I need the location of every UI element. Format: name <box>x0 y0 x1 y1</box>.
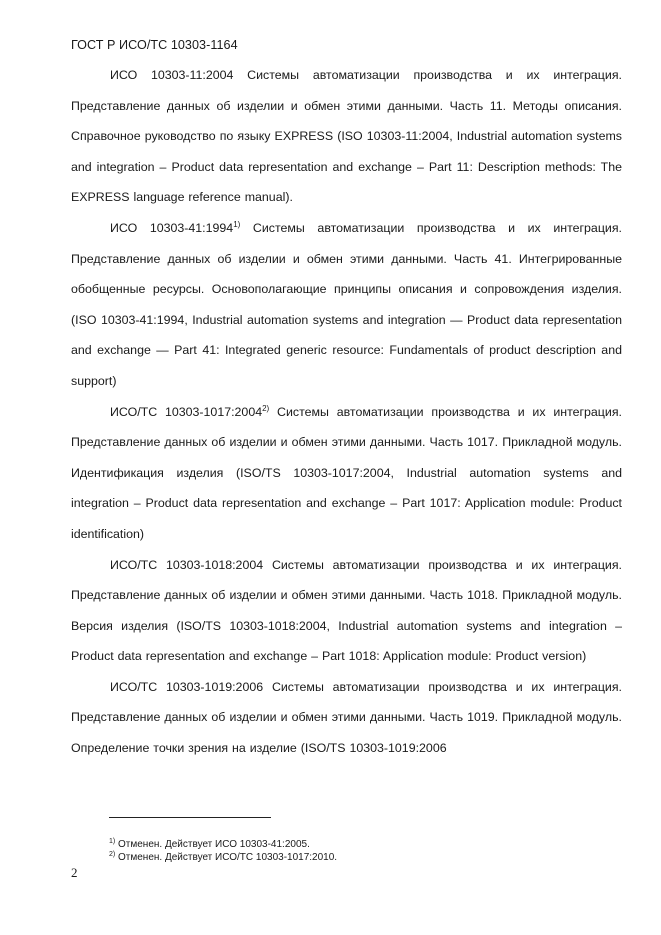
footnote-marker: 1) <box>109 838 116 845</box>
footnote-divider <box>109 817 271 818</box>
footnote <box>109 838 337 851</box>
reference-code: ИСО/ТС 10303-1018:2004 <box>110 557 264 572</box>
page-number: 2 <box>71 865 78 880</box>
reference-code: ИСО/ТС 10303-1019:2006 <box>110 679 264 694</box>
reference-item <box>71 213 622 397</box>
references-list <box>71 60 622 764</box>
footnote-marker: 2) <box>109 851 116 858</box>
footnote-marker: 1) <box>233 219 241 229</box>
document-header: ГОСТ Р ИСО/ТС 10303-1164 <box>71 38 238 52</box>
footnote-marker: 2) <box>262 403 270 413</box>
reference-description: Системы автоматизации производства и их интеграция. Представление данных об изделии и обмен этими данными. Часть 41. Интегрированные обобщенные ресурсы. Основополагающие принципы описания и сопровождения изделия. (ISO 10303-41:1994, Industrial automation systems and integration — Product data representation and exchange — Part 41: Integrated generic resource: Fundamentals of product description and support) <box>71 220 622 388</box>
reference-item <box>71 550 622 672</box>
footnote-text: Отменен. Действует ИСО 10303-41:2005. <box>118 839 310 850</box>
reference-code: ИСО 10303-11:2004 <box>110 68 234 82</box>
reference-description: Системы автоматизации производства и их интеграция. Представление данных об изделии и обмен этими данными. Часть 11. Методы описания. Справочное руководство по языку EXPRESS (ISO 10303-11:2004, Industrial automation systems and integration – Product data representation and exchange – Part 11: Description methods: The EXPRESS language reference manual). <box>71 68 622 205</box>
footnote <box>109 851 337 864</box>
reference-code: ИСО/ТС 10303-1017:2004 <box>110 404 263 419</box>
footnotes <box>109 838 337 864</box>
reference-description: Системы автоматизации производства и их интеграция. Представление данных об изделии и обмен этими данными. Часть 1019. Прикладной модуль. Определение точки зрения на изделие (ISO/TS 10303-1019:2006 <box>71 679 622 756</box>
reference-code: ИСО 10303-41:1994 <box>110 220 234 235</box>
reference-description: Системы автоматизации производства и их интеграция. Представление данных об изделии и обмен этими данными. Часть 1018. Прикладной модуль. Версия изделия (ISO/TS 10303-1018:2004, Industrial automation systems and integration – Product data representation and exchange – Part 1018: Application module: Product version) <box>71 557 622 664</box>
reference-item <box>71 60 622 213</box>
reference-item <box>71 397 622 550</box>
reference-description: Системы автоматизации производства и их интеграция. Представление данных об изделии и обмен этими данными. Часть 1017. Прикладной модуль. Идентификация изделия (ISO/TS 10303-1017:2004, Industrial automation systems and integration – Product data representation and exchange – Part 1017: Application module: Product identification) <box>71 404 622 541</box>
reference-item <box>71 672 622 764</box>
footnote-text: Отменен. Действует ИСО/ТС 10303-1017:2010. <box>118 852 338 863</box>
